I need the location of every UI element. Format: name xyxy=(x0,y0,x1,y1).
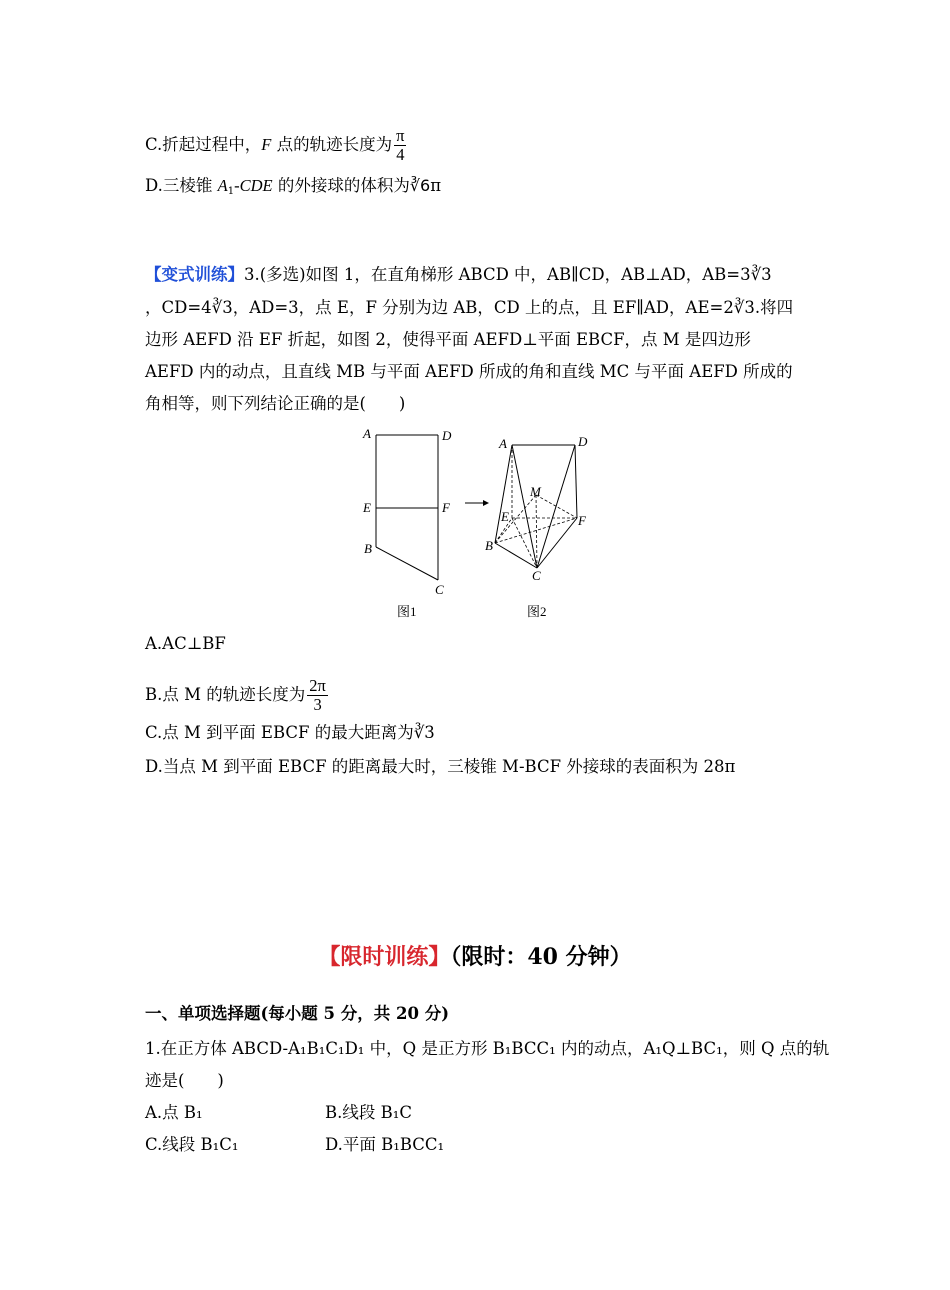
arrow-head xyxy=(483,500,489,506)
fig2-label-f: F xyxy=(578,513,586,528)
question-1-line-2: 迹是( ) xyxy=(145,1071,224,1090)
fig1-caption: 图1 xyxy=(397,604,417,619)
figure-2-hidden-edges xyxy=(495,445,577,568)
fraction-2pi-3: $\frac{2\pi}{3}$ xyxy=(309,676,326,714)
question-1-option-d: D.平面 B₁BCC₁ xyxy=(325,1135,445,1154)
question-1-option-b: B.线段 B₁C xyxy=(325,1103,412,1122)
fig2-label-d: D xyxy=(578,434,588,449)
fig1-label-a: A xyxy=(363,426,371,441)
fig2-label-a: A xyxy=(499,436,507,451)
option-d-prev: D.三棱锥 $A_1$-CDE 的外接球的体积为∛6π xyxy=(145,176,442,197)
exercise-3-line-3: 边形 AEFD 沿 EF 折起，如图 2，使得平面 AEFD⊥平面 EBCF，点 M 是四边形 xyxy=(145,330,751,349)
part-heading: 一、单项选择题(每小题 5 分，共 20 分) xyxy=(145,1004,450,1023)
fraction-pi-4: $\frac{\pi}{4}$ xyxy=(396,126,405,164)
option-d: D.当点 M 到平面 EBCF 的距离最大时，三棱锥 M-BCF 外接球的表面积为 28π xyxy=(145,757,736,776)
option-a: A.AC⊥BF xyxy=(145,634,226,653)
fig1-label-e: E xyxy=(363,500,371,515)
option-c: C.点 M 到平面 EBCF 的最大距离为∛3 xyxy=(145,723,435,742)
question-1-option-a: A.点 B₁ xyxy=(145,1103,203,1122)
fig1-label-f: F xyxy=(442,500,450,515)
question-1-option-c: C.线段 B₁C₁ xyxy=(145,1135,239,1154)
fig2-label-c: C xyxy=(532,568,541,583)
question-1-line-1: 1.在正方体 ABCD-A₁B₁C₁D₁ 中，Q 是正方形 B₁BCC₁ 内的动点，A₁Q⊥BC₁，则 Q 点的轨 xyxy=(145,1039,830,1058)
fig2-label-m: M xyxy=(530,484,541,499)
section-title-time: （限时：40 分钟） xyxy=(450,944,632,970)
option-b: B.点 M 的轨迹长度为 $\frac{2\pi}{3}$ xyxy=(145,676,326,714)
fig2-caption: 图2 xyxy=(527,604,547,619)
option-c-prev: C.折起过程中，F 点的轨迹长度为 $\frac{\pi}{4}$ xyxy=(145,126,405,164)
exercise-3-line-2: ，CD=4∛3，AD=3，点 E，F 分别为边 AB，CD 上的点，且 EF∥AD，AE=2∛3.将四 xyxy=(145,298,794,317)
fig2-label-e: E xyxy=(501,509,509,524)
exercise-3-line-5: 角相等，则下列结论正确的是( ) xyxy=(145,394,406,413)
geometry-figure xyxy=(355,420,615,625)
fig2-label-b: B xyxy=(485,538,493,553)
section-title xyxy=(0,940,950,971)
exercise-tag: 【变式训练】 xyxy=(145,265,244,284)
section-title-red: 【限时训练】 xyxy=(318,944,451,970)
exercise-3-line-4: AEFD 内的动点，且直线 MB 与平面 AEFD 所成的角和直线 MC 与平面 AEFD 所成的 xyxy=(145,362,793,381)
fig1-label-b: B xyxy=(364,541,372,556)
figure-1 xyxy=(376,435,438,580)
fig1-label-c: C xyxy=(435,582,444,597)
exercise-3-line-1: 【变式训练】3.(多选)如图 1，在直角梯形 ABCD 中，AB∥CD，AB⊥AD，AB=3∛3 xyxy=(145,265,772,284)
fig1-label-d: D xyxy=(442,428,452,443)
